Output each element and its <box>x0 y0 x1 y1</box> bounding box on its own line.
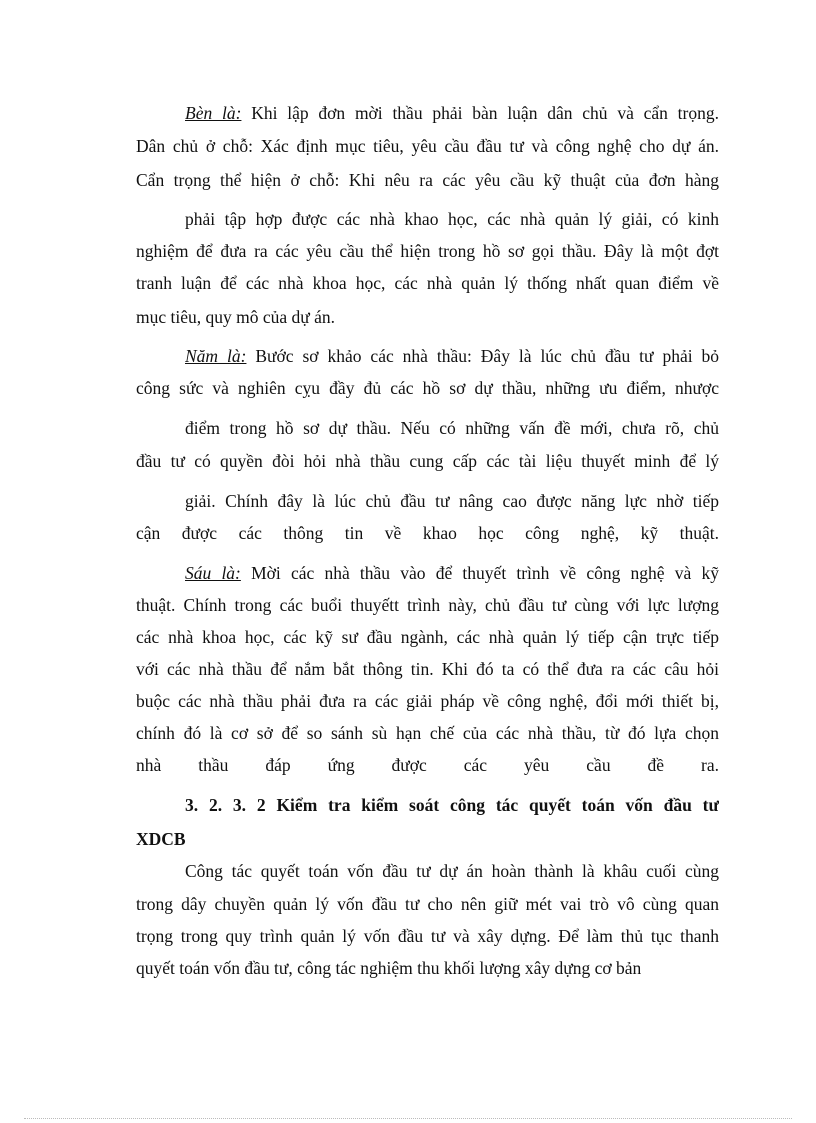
paragraph-line: nghiệm để đưa ra các yêu cầu thể hiện trong hồ sơ gọi thầu. Đây là một đợt <box>136 241 719 261</box>
section-heading: 3. 2. 3. 2 Kiểm tra kiểm soát công tác quyết toán vốn đầu tư <box>185 795 719 815</box>
paragraph-line <box>185 562 719 584</box>
paragraph-line: điểm trong hồ sơ dự thầu. Nếu có những vấn đề mới, chưa rõ, chủ <box>185 418 719 438</box>
paragraph-line: buộc các nhà thầu phải đưa ra các giải pháp về công nghệ, đổi mới thiết bị, <box>136 691 719 711</box>
paragraph-line: Cẩn trọng thể hiện ở chỗ: Khi nêu ra các yêu cầu kỹ thuật của đơn hàng <box>136 170 719 190</box>
paragraph-line: phải tập hợp được các nhà khao học, các nhà quản lý giải, có kinh <box>185 209 719 229</box>
paragraph-text: Mời các nhà thầu vào để thuyết trình về công nghệ và kỹ <box>240 563 719 583</box>
section-heading: XDCB <box>136 829 186 849</box>
paragraph-text: Bước sơ khảo các nhà thầu: Đây là lúc chủ đầu tư phải bỏ <box>246 346 719 366</box>
paragraph-line: mục tiêu, quy mô của dự án. <box>136 307 336 327</box>
paragraph-line: chính đó là cơ sở để so sánh sù hạn chế của các nhà thầu, từ đó lựa chọn <box>136 723 719 743</box>
paragraph-line: trọng trong quy trình quản lý vốn đầu tư và xây dựng. Để làm thủ tục thanh <box>136 926 719 946</box>
paragraph-line: các nhà khoa học, các kỹ sư đầu ngành, các nhà quản lý tiếp cận trực tiếp <box>136 627 719 647</box>
paragraph-line: Dân chủ ở chỗ: Xác định mục tiêu, yêu cầu đầu tư và công nghệ cho dự án. <box>136 136 719 156</box>
paragraph-line: quyết toán vốn đầu tư, công tác nghiệm thu khối lượng xây dựng cơ bản <box>136 958 642 978</box>
paragraph-line: thuật. Chính trong các buổi thuyếtt trình này, chủ đầu tư cùng với lực lượng <box>136 595 719 615</box>
paragraph-line: nhà thầu đáp ứng được các yêu cầu đề ra. <box>136 755 719 775</box>
paragraph-line: giải. Chính đây là lúc chủ đầu tư nâng cao được năng lực nhờ tiếp <box>185 491 719 511</box>
paragraph-line <box>185 102 719 124</box>
paragraph-line <box>185 345 719 367</box>
paragraph-line: đầu tư có quyền đòi hỏi nhà thầu cung cấp các tài liệu thuyết minh để lý <box>136 451 719 471</box>
page-footer-rule <box>24 1118 792 1119</box>
paragraph-line: tranh luận để các nhà khoa học, các nhà quản lý thống nhất quan điểm về <box>136 273 719 293</box>
paragraph-lead: Sáu là: <box>185 563 241 583</box>
paragraph-lead: Năm là: <box>185 346 247 366</box>
paragraph-line: trong dây chuyền quản lý vốn đầu tư cho nên giữ mét vai trò vô cùng quan <box>136 894 719 914</box>
paragraph-line: cận được các thông tin về khao học công nghệ, kỹ thuật. <box>136 523 719 543</box>
paragraph-lead: Bèn là: <box>185 103 242 123</box>
paragraph-line: Công tác quyết toán vốn đầu tư dự án hoàn thành là khâu cuối cùng <box>185 861 719 881</box>
paragraph-line: với các nhà thầu để nắm bắt thông tin. Khi đó ta có thể đưa ra các câu hỏi <box>136 659 719 679</box>
paragraph-line: công sức và nghiên cỵu đầy đủ các hồ sơ dự thầu, những ưu điểm, nhược <box>136 378 719 398</box>
paragraph-text: Khi lập đơn mời thầu phải bàn luận dân chủ và cẩn trọng. <box>241 103 719 123</box>
